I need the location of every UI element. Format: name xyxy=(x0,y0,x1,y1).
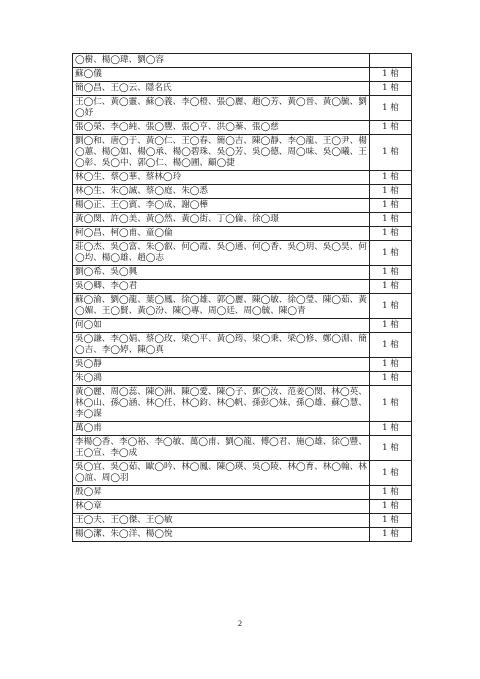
quantity-cell: 1 棺 xyxy=(370,82,412,96)
table-row xyxy=(73,486,412,500)
quantity-cell: 1 棺 xyxy=(370,333,412,358)
donor-names-cell: 何◯如 xyxy=(73,319,370,333)
quantity-cell xyxy=(370,54,412,68)
quantity-cell: 1 棺 xyxy=(370,280,412,294)
donor-names-cell: 黃◯麗、周◯蕊、陳◯洲、陳◯愛、陳◯子、鄧◯汝、范姜◯閔、林◯英、林◯山、孫◯涵、林◯任、林◯鈞、林◯帆、孫彭◯妹、孫◯雄、蘇◯慧、李◯謀 xyxy=(73,386,370,422)
table-row xyxy=(73,280,412,294)
quantity-cell: 1 棺 xyxy=(370,386,412,422)
table-row xyxy=(73,185,412,199)
table-row xyxy=(73,82,412,96)
donor-names-cell: 吳◯宜、吳◯茹、歐◯吟、林◯鳳、陳◯瑛、吳◯陵、林◯育、林◯翰、林◯誼、周◯羽 xyxy=(73,461,370,486)
quantity-cell: 1 棺 xyxy=(370,213,412,227)
table-row xyxy=(73,135,412,171)
quantity-cell: 1 棺 xyxy=(370,135,412,171)
table-row xyxy=(73,213,412,227)
donor-names-cell: 萬◯甫 xyxy=(73,422,370,436)
quantity-cell: 1 棺 xyxy=(370,514,412,528)
donation-table xyxy=(72,53,412,542)
table-body xyxy=(73,54,412,542)
donor-names-cell: 殷◯昇 xyxy=(73,486,370,500)
donor-names-cell: 林◯生、蔡◯華、蔡林◯玲 xyxy=(73,171,370,185)
quantity-cell: 1 棺 xyxy=(370,319,412,333)
table-row xyxy=(73,358,412,372)
table-row xyxy=(73,386,412,422)
donor-names-cell: 蘇◯儀 xyxy=(73,68,370,82)
table-row xyxy=(73,294,412,319)
quantity-cell: 1 棺 xyxy=(370,422,412,436)
quantity-cell: 1 棺 xyxy=(370,358,412,372)
quantity-cell: 1 棺 xyxy=(370,171,412,185)
donor-names-cell: 林◯章 xyxy=(73,500,370,514)
donor-names-cell: 劉◯和、唐◯于、黃◯仁、王◯春、簡◯吉、陳◯靜、李◯龍、王◯尹、楊◯蕙、楊◯如、楊◯承、楊◯碧珠、吳◯芳、吳◯德、周◯味、吳◯曦、王◯彰、吳◯中、郭◯仁、楊◯圃、顧◯捷 xyxy=(73,135,370,171)
quantity-cell: 1 棺 xyxy=(370,461,412,486)
quantity-cell: 1 棺 xyxy=(370,185,412,199)
quantity-cell: 1 棺 xyxy=(370,436,412,461)
donor-names-cell: ◯樹、楊◯瑋、劉◯容 xyxy=(73,54,370,68)
donor-names-cell: 柯◯昌、柯◯甫、童◯倫 xyxy=(73,227,370,241)
page-number: 2 xyxy=(238,619,242,628)
donor-names-cell: 蘇◯渝、劉◯龍、葉◯鳳、徐◯雄、郭◯麗、陳◯敏、徐◯瑩、陳◯茹、黃◯媚、王◯賢、黃◯汾、陳◯專、周◯廷、周◯毓、陳◯青 xyxy=(73,294,370,319)
donor-names-cell: 楊◯正、王◯賓、李◯成、謝◯樺 xyxy=(73,199,370,213)
donor-names-cell: 楊◯潔、朱◯洋、楊◯悅 xyxy=(73,528,370,542)
donor-names-cell: 莊◯杰、吳◯富、朱◯叡、何◯霞、吳◯通、何◯香、吳◯玥、吳◯昊、何◯均、楊◯雄、趙◯志 xyxy=(73,241,370,266)
quantity-cell: 1 棺 xyxy=(370,241,412,266)
table-row xyxy=(73,227,412,241)
donor-names-cell: 吳◯卿、李◯君 xyxy=(73,280,370,294)
quantity-cell: 1 棺 xyxy=(370,227,412,241)
table-row xyxy=(73,121,412,135)
table-row xyxy=(73,422,412,436)
table-row xyxy=(73,514,412,528)
table-row xyxy=(73,500,412,514)
document-body xyxy=(72,53,409,542)
donor-names-cell: 吳◯謙、李◯娟、蔡◯玫、梁◯平、黃◯筠、梁◯秉、梁◯修、鄭◯淵、簡◯吉、李◯婷、陳◯真 xyxy=(73,333,370,358)
donor-names-cell: 劉◯希、吳◯興 xyxy=(73,266,370,280)
donor-names-cell: 吳◯靜 xyxy=(73,358,370,372)
table-row xyxy=(73,333,412,358)
donor-names-cell: 李楊◯香、李◯裕、李◯敏、萬◯甫、劉◯龍、傅◯君、施◯雄、徐◯豐、王◯宣、李◯成 xyxy=(73,436,370,461)
donor-names-cell: 朱◯鴻 xyxy=(73,372,370,386)
table-row xyxy=(73,528,412,542)
quantity-cell: 1 棺 xyxy=(370,486,412,500)
quantity-cell: 1 棺 xyxy=(370,199,412,213)
quantity-cell: 1 棺 xyxy=(370,121,412,135)
table-row xyxy=(73,461,412,486)
table-row xyxy=(73,436,412,461)
table-row xyxy=(73,241,412,266)
quantity-cell: 1 棺 xyxy=(370,372,412,386)
donor-names-cell: 王◯仁、黃◯靈、蘇◯義、李◯橙、張◯麗、趙◯芳、黃◯晉、黃◯毓、劉◯妤 xyxy=(73,96,370,121)
quantity-cell: 1 棺 xyxy=(370,68,412,82)
quantity-cell: 1 棺 xyxy=(370,528,412,542)
table-row xyxy=(73,319,412,333)
donor-names-cell: 林◯生、朱◯誠、蔡◯庭、朱◯悉 xyxy=(73,185,370,199)
quantity-cell: 1 棺 xyxy=(370,96,412,121)
quantity-cell: 1 棺 xyxy=(370,266,412,280)
table-row xyxy=(73,171,412,185)
table-row xyxy=(73,266,412,280)
table-row xyxy=(73,96,412,121)
donor-names-cell: 簡◯昌、王◯云、隱名氏 xyxy=(73,82,370,96)
table-row xyxy=(73,199,412,213)
table-row xyxy=(73,372,412,386)
table-row xyxy=(73,68,412,82)
donor-names-cell: 張◯榮、李◯純、張◯豐、張◯亨、洪◯蓁、張◯慈 xyxy=(73,121,370,135)
donor-names-cell: 王◯夫、王◯傑、王◯敏 xyxy=(73,514,370,528)
donor-names-cell: 黃◯閔、許◯美、黃◯然、黃◯街、丁◯倫、徐◯璟 xyxy=(73,213,370,227)
quantity-cell: 1 棺 xyxy=(370,500,412,514)
table-row xyxy=(73,54,412,68)
quantity-cell: 1 棺 xyxy=(370,294,412,319)
